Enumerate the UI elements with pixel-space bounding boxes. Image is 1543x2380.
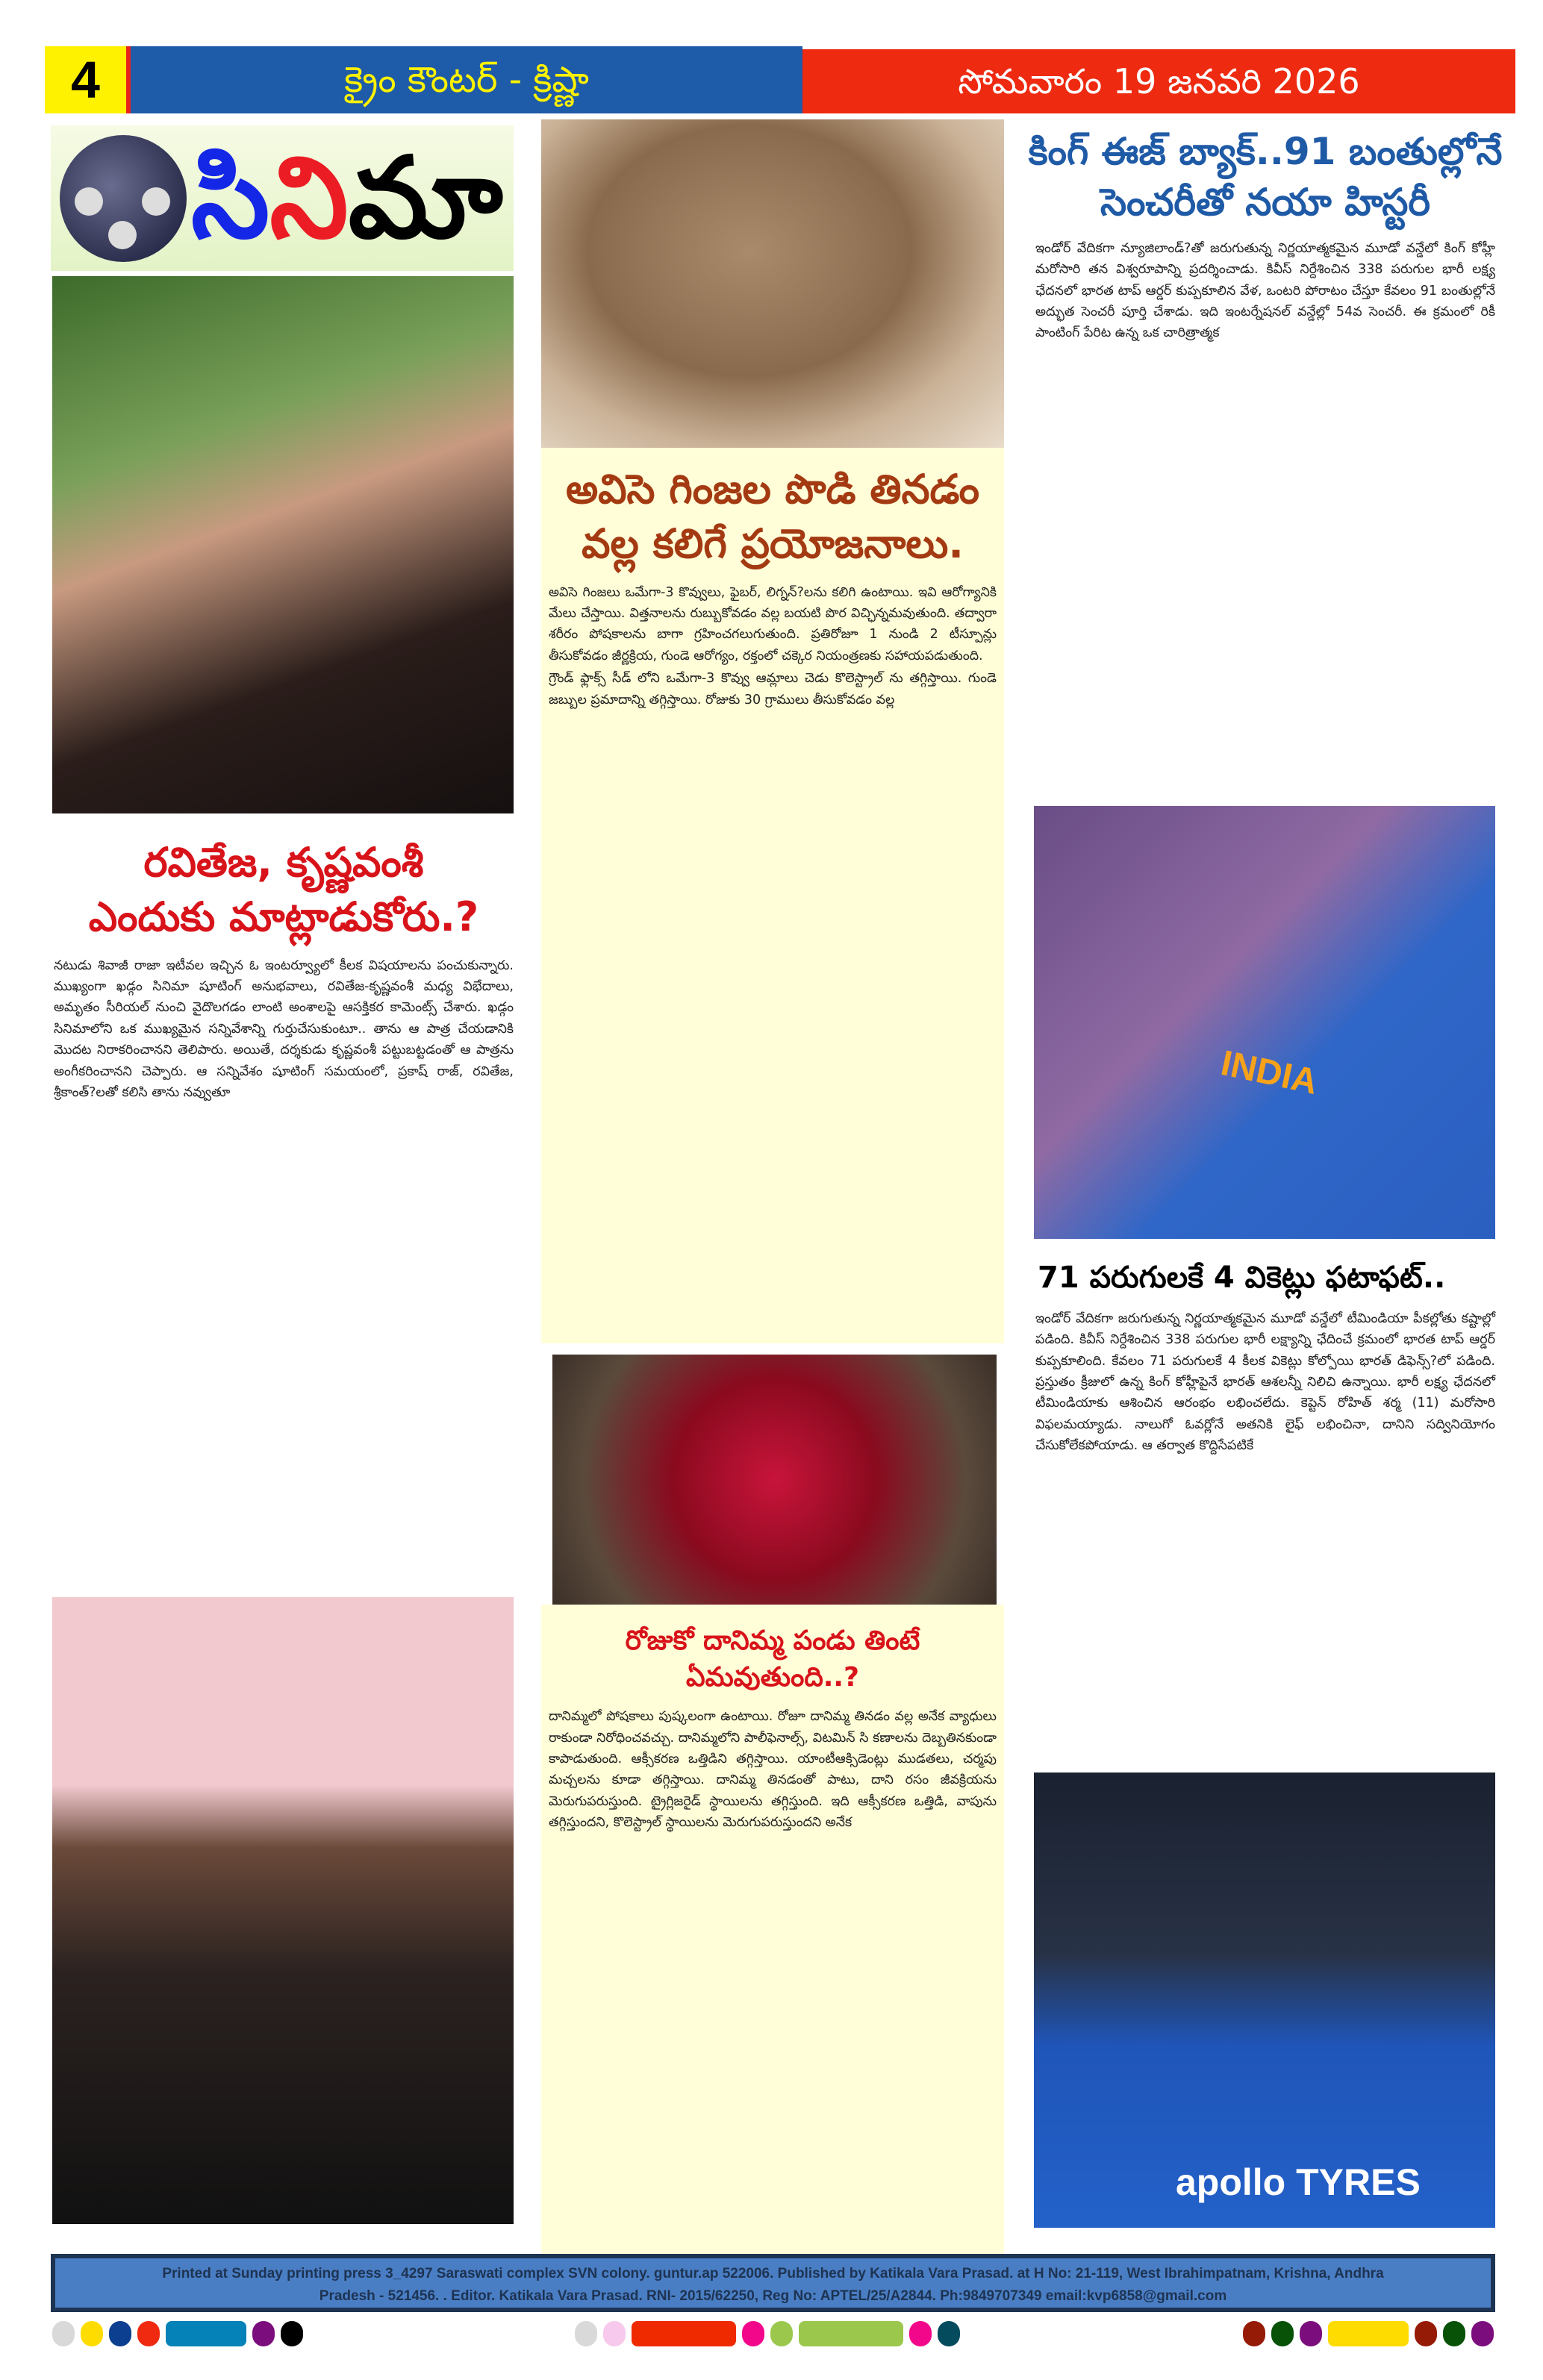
kohli-headline — [1026, 127, 1504, 228]
section-title: క్రైం కౌంటర్ - క్రిష్ణా — [131, 46, 802, 113]
headline-line: ఎందుకు మాట్లాడుకోరు.? — [88, 893, 479, 940]
headline-line: అవిసె గింజల పొడి తినడం — [565, 466, 980, 513]
color-registration-marks-right — [1243, 2321, 1494, 2346]
wickets-article — [1026, 1258, 1504, 1458]
flaxseed-powder-photo — [541, 119, 1004, 448]
rohit-sharma-photo — [1034, 1772, 1495, 2228]
flaxseed-article-body — [541, 582, 1004, 712]
pomegranate-headline: రోజుకో దానిమ్మ పండు తింటే ఏమవుతుంది..? — [625, 1625, 920, 1693]
wickets-article-body — [1026, 1308, 1504, 1458]
page-number: 4 — [45, 46, 131, 113]
cinema-logo-text: సినిమా — [191, 133, 503, 263]
wickets-headline: 71 పరుగులకే 4 వికెట్లు ఫటాఫట్.. — [1038, 1261, 1446, 1295]
color-registration-marks-center — [575, 2321, 960, 2346]
headline-line: వల్ల కలిగే ప్రయోజనాలు. — [582, 519, 964, 567]
paragraph: ఇండోర్ వేదికగా జరుగుతున్న నిర్ణయాత్మకమైన మూడో వన్డేలో టీమిండియా పీకల్లోతు కష్టాల్లో పడింది. కివీస్ నిర్దేశించిన 338 పరుగుల భారీ లక్ష్యాన్ని ఛేదించే క్రమంలో భారత టాప్ ఆర్డర్ కుప్పకూలింది. కేవలం 71 పరుగులకే 4 కీలక వికెట్లు కోల్పోయి భారత్ డిఫెన్స్?లో పడింది. ప్రస్తుతం క్రీజులో ఉన్న కింగ్ కోహ్లీపైనే భారత్ ఆశలన్నీ నిలిచి ఉన్నాయి. భారీ లక్ష్య ఛేదనలో టీమిండియాకు ఆశించిన ఆరంభం లభించలేదు. కెప్టెన్ రోహిత్ శర్మ (11) మరోసారి విఫలమయ్యాడు. నాలుగో ఓవర్లోనే అతనికి లైఫ్ లభించినా, దానిని సద్వినియోగం చేసుకోలేకపోయాడు. ఆ తర్వాత కొద్దిసేపటికే — [1035, 1311, 1495, 1454]
jersey-sponsor-text: apollo TYRES — [1176, 2161, 1421, 2203]
headline-line: కింగ్ ఈజ్ బ్యాక్..91 బంతుల్లోనే — [1028, 130, 1503, 173]
paragraph: ఇండోర్ వేదికగా న్యూజిలాండ్?తో జరుగుతున్న నిర్ణయాత్మకమైన మూడో వన్డేలో కింగ్ కోహ్లీ మరోసారి తన విశ్వరూపాన్ని ప్రదర్శించాడు. కివీస్ నిర్దేశించిన 338 పరుగుల భారీ లక్ష్య ఛేదనలో భారత టాప్ ఆర్డర్ కుప్పకూలిన వేళ, ఒంటరి పోరాటం చేస్తూ కేవలం 91 బంతుల్లోనే అద్భుత సెంచరీ పూర్తి చేశాడు. ఇది ఇంటర్నేషనల్ వన్డేల్లో 54వ సెంచరీ. ఈ క్రమంలో రికీ పాంటింగ్ పేరిట ఉన్న ఒక చారిత్రాత్మక — [1035, 241, 1495, 341]
paragraph: నటుడు శివాజీ రాజా ఇటీవల ఇచ్చిన ఓ ఇంటర్వ్యూలో కీలక విషయాలను పంచుకున్నారు. ముఖ్యంగా ఖడ్గం సినిమా షూటింగ్ అనుభవాలు, రవితేజ-కృష్ణవంశీ మధ్య విభేదాలు, అమృతం సీరియల్ నుంచి వైదొలగడం లాంటి అంశాలపై ఆసక్తికర కామెంట్స్ చేశారు. ఖడ్గం సినిమాలోని ఒక ముఖ్యమైన సన్నివేశాన్ని గుర్తుచేసుకుంటూ.. తాను ఆ పాత్ర చేయడానికి మొదట నిరాకరించానని తెలిపారు. అయితే, దర్శకుడు కృష్ణవంశీ పట్టుబట్టడంతో ఆ పాత్రను అంగీకరించానని చెప్పారు. ఆ సన్నివేశం షూటింగ్ సమయంలో, ప్రకాష్ రాజ్, రవితేజ, శ్రీకాంత్?లతో కలిసి తాను నవ్వుతూ — [54, 958, 514, 1100]
kohli-photo — [1034, 806, 1495, 1239]
imprint-line: Printed at Sunday printing press 3_4297 Saraswati complex SVN colony. guntur.ap 522006. Published by Katikala Vara Prasad. at H No: 21-119, West Ibrahimpatnam, Krishna, Andhra — [162, 2266, 1384, 2281]
imprint-line: Pradesh - 521456. . Editor. Katikala Vara Prasad. RNI- 2015/62250, Reg No: APTEL/25/A2844. Ph:9849707349 email:kvp6858@gmail.com — [319, 2288, 1227, 2304]
pomegranate-photo — [552, 1355, 997, 1605]
pomegranate-article-body — [541, 1706, 1004, 1834]
cinema-section-logo — [51, 125, 514, 271]
ravi-teja-headline — [46, 836, 521, 945]
film-reel-icon — [60, 135, 187, 262]
flaxseed-headline — [541, 463, 1004, 572]
headline-line: సెంచరీతో నయా హిస్టరీ — [1100, 180, 1430, 224]
imprint-footer — [51, 2254, 1495, 2312]
paragraph: అవిసె గింజలు ఒమేగా-3 కొవ్వులు, ఫైబర్, లిగ్నన్?లను కలిగి ఉంటాయి. ఇవి ఆరోగ్యానికి మేలు చేస్తాయి. విత్తనాలను రుబ్బుకోవడం వల్ల బయటి పొర విచ్ఛిన్నమవుతుంది. తద్వారా శరీరం పోషకాలను బాగా గ్రహించగలుగుతుంది. ప్రతిరోజూ 1 నుండి 2 టీస్పూన్లు తీసుకోవడం జీర్ణక్రియ, గుండె ఆరోగ్యం, రక్తంలో చక్కెర నియంత్రణకు సహాయపడుతుంది. — [549, 584, 997, 663]
headline-line: రవితేజ, కృష్ణవంశీ — [143, 839, 424, 886]
paragraph: గ్రౌండ్ ఫ్లాక్స్ సీడ్ లోని ఒమేగా-3 కొవ్వు ఆమ్లాలు చెడు కొలెస్ట్రాల్ ను తగ్గిస్తాయి. గుండె జబ్బుల ప్రమాదాన్ని తగ్గిస్తాయి. రోజుకు 30 గ్రాములు తీసుకోవడం వల్ల — [549, 671, 997, 708]
kohli-article-body — [1026, 238, 1504, 346]
kohli-article — [1026, 127, 1504, 346]
flaxseed-article — [541, 463, 1004, 712]
pomegranate-article — [541, 1623, 1004, 1834]
actress-photo — [52, 276, 514, 813]
paragraph: దానిమ్మలో పోషకాలు పుష్కలంగా ఉంటాయి. రోజూ దానిమ్మ తినడం వల్ల అనేక వ్యాధులు రాకుండా నిరోధించవచ్చు. దానిమ్మలోని పాలీఫెనాల్స్, విటమిన్ సి కణాలను దెబ్బతినకుండా కాపాడుతుంది. ఆక్సీకరణ ఒత్తిడిని తగ్గిస్తాయి. యాంటీఆక్సిడెంట్లు ముడతలు, చర్మపు మచ్చలను కూడా తగ్గిస్తాయి. దానిమ్మ తినడంతో పాటు, దాని రసం జీవక్రియను మెరుగుపరుస్తుంది. ట్రైగ్లిజరైడ్ స్థాయిలను తగ్గిస్తుంది. ఇది ఆక్సీకరణ ఒత్తిడి, వాపును తగ్గిస్తుందని, కొలెస్ట్రాల్ స్థాయిలను మెరుగుపరుస్తుందని అనేక — [549, 1709, 997, 1830]
jersey-text: INDIA — [1217, 1043, 1321, 1103]
ravi-teja-photo — [52, 1597, 514, 2224]
issue-date: సోమవారం 19 జనవరి 2026 — [802, 49, 1515, 113]
color-registration-marks-left — [52, 2321, 303, 2346]
ravi-teja-article-body — [46, 955, 521, 1105]
ravi-teja-article — [46, 836, 521, 1105]
